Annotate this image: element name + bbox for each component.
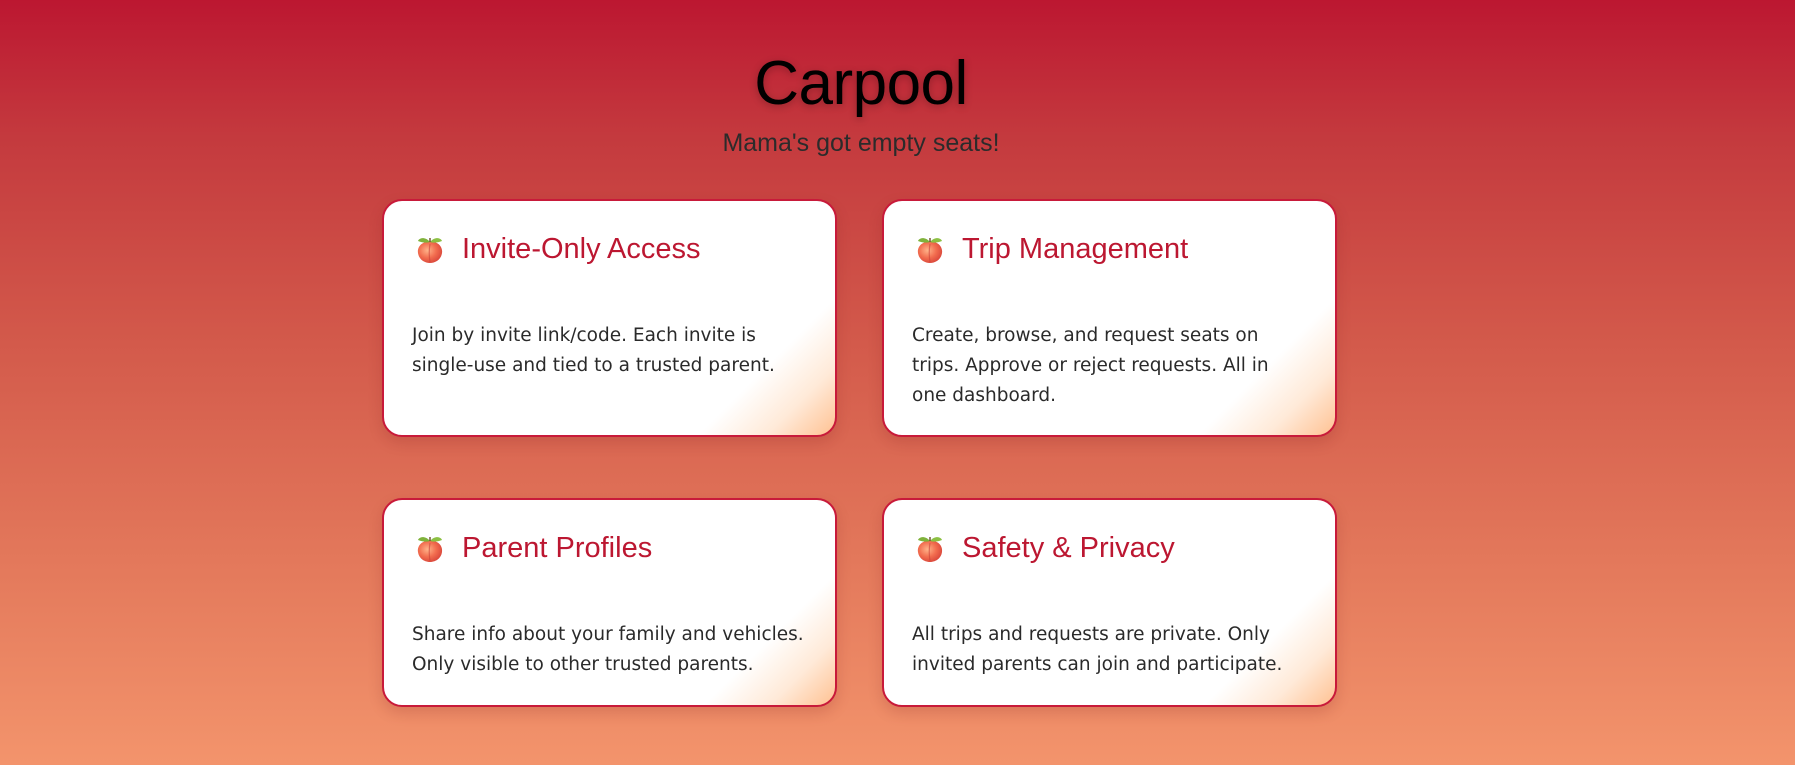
feature-card-header <box>912 530 1307 566</box>
peach-icon <box>414 233 446 265</box>
page-subtitle: Mama's got empty seats! <box>722 129 1000 157</box>
feature-card-safety-privacy <box>882 498 1337 707</box>
feature-card-parent-profiles <box>382 498 837 707</box>
feature-card-header <box>412 530 807 566</box>
peach-icon <box>414 532 446 564</box>
feature-card-title: Parent Profiles <box>462 531 653 564</box>
feature-card-description: Join by invite link/code. Each invite is single-use and tied to a trusted parent. <box>412 325 775 376</box>
page-title: Carpool <box>754 49 968 118</box>
feature-card-title: Trip Management <box>962 232 1189 265</box>
peach-icon <box>914 532 946 564</box>
feature-card-invite-only-access <box>382 199 837 437</box>
feature-card-description: Create, browse, and request seats on trips. Approve or reject requests. All in one dashboard. <box>912 325 1269 406</box>
feature-card-trip-management <box>882 199 1337 437</box>
feature-card-header <box>412 231 807 267</box>
feature-card-description: All trips and requests are private. Only invited parents can join and participate. <box>912 624 1283 675</box>
hero <box>0 48 1722 158</box>
feature-card-title: Invite-Only Access <box>462 232 701 265</box>
feature-card-description: Share info about your family and vehicles. Only visible to other trusted parents. <box>412 624 804 675</box>
feature-card-header <box>912 231 1307 267</box>
feature-card-title: Safety & Privacy <box>962 531 1175 564</box>
peach-icon <box>914 233 946 265</box>
